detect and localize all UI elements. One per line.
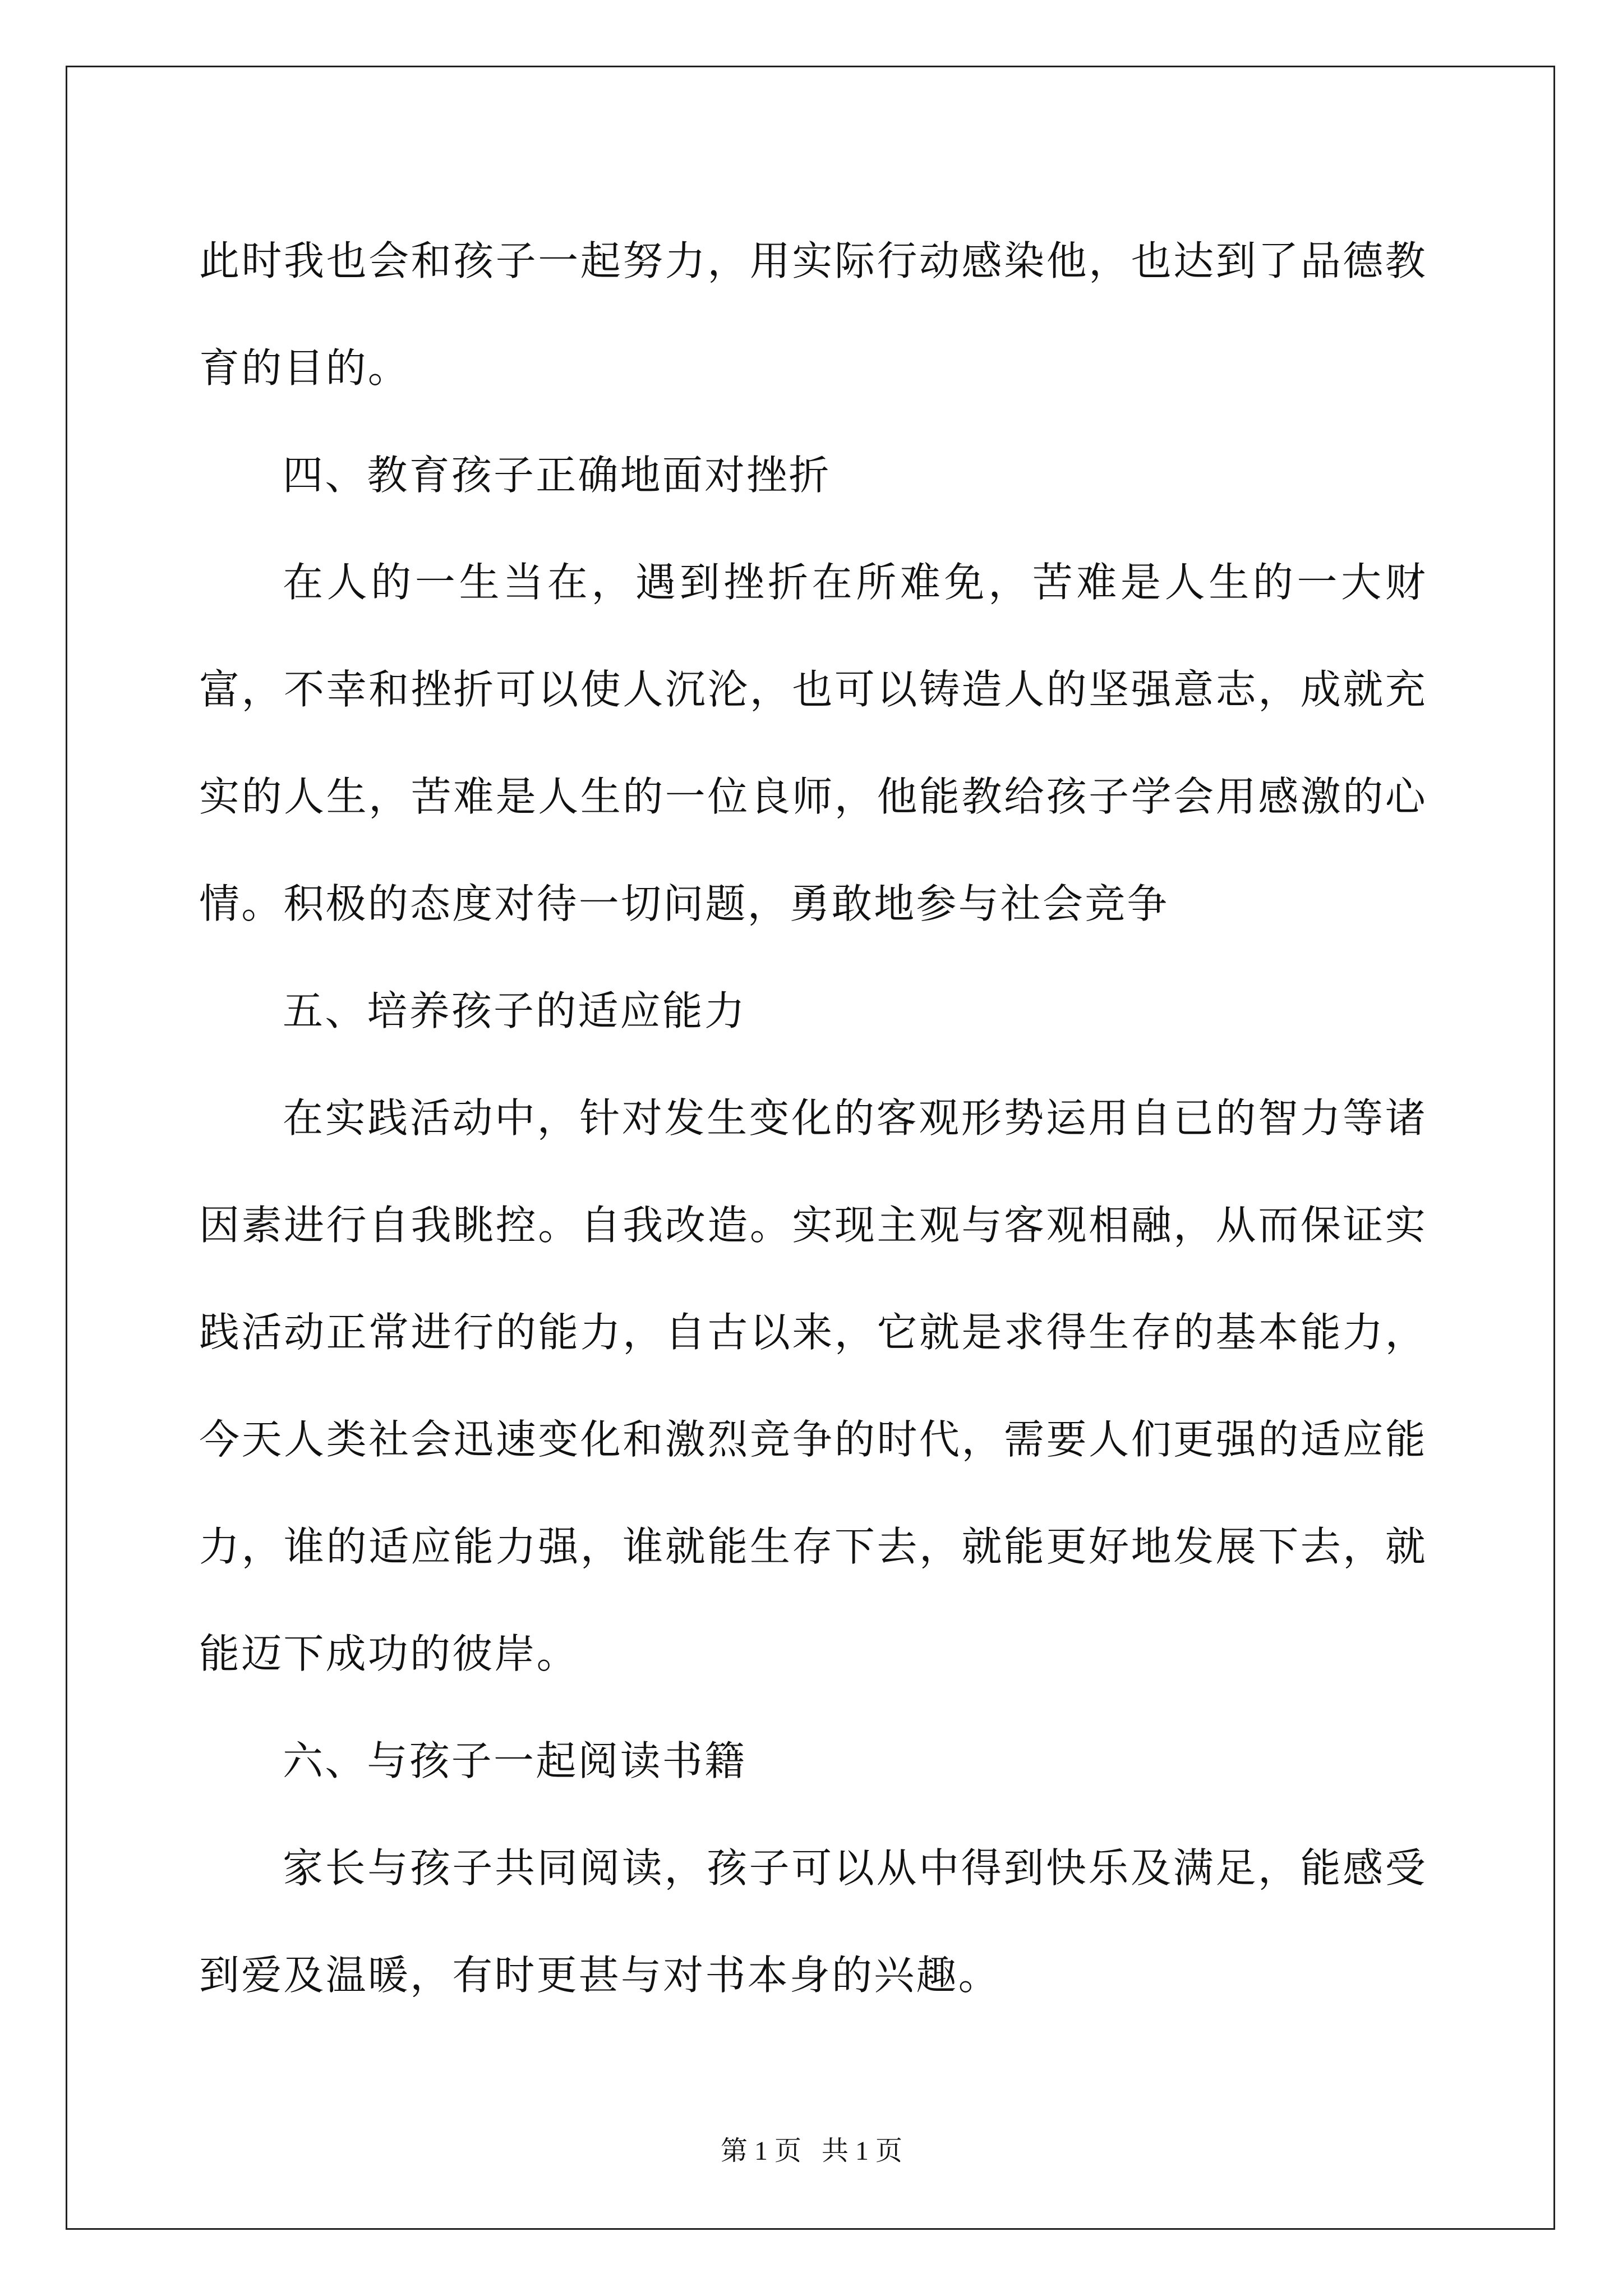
page-number: 第 1 页	[720, 2136, 801, 2166]
paragraph-adaptability: 在实践活动中，针对发生变化的客观形势运用自已的智力等诸因素进行自我眺控。自我改造。实现主观与客观相融，从而保证实践活动正常进行的能力，自古以来，它就是求得生存的基本能力，今天人类社会迅速变化和激烈竞争的时代，需要人们更强的适应能力，谁的适应能力强，谁就能生存下去，就能更好地发展下去，就能迈下成功的彼岸。	[199, 1094, 1427, 1677]
section-heading-4: 四、教育孩子正确地面对挫折	[283, 452, 831, 499]
document-body	[199, 208, 1427, 2029]
page-footer	[0, 2134, 1623, 2168]
section-heading-5: 五、培养孩子的适应能力	[283, 987, 747, 1034]
paragraph-continuation: 此时我也会和孩子一起努力，用实际行动感染他，也达到了品德教育的目的。	[199, 237, 1427, 392]
page-total: 共 1 页	[822, 2136, 903, 2166]
section-heading-6: 六、与孩子一起阅读书籍	[283, 1737, 747, 1784]
paragraph-setbacks: 在人的一生当在，遇到挫折在所难免，苦难是人生的一大财富，不幸和挫折可以使人沉沦，也可以铸造人的坚强意志，成就充实的人生，苦难是人生的一位良师，他能教给孩子学会用感激的心情。积极的态度对待一切问题，勇敢地参与社会竞争	[199, 559, 1427, 927]
paragraph-reading: 家长与孩子共同阅读，孩子可以从中得到快乐及满足，能感受到爱及温暖，有时更甚与对书本身的兴趣。	[199, 1844, 1427, 1999]
footer-spacer	[801, 2136, 822, 2166]
